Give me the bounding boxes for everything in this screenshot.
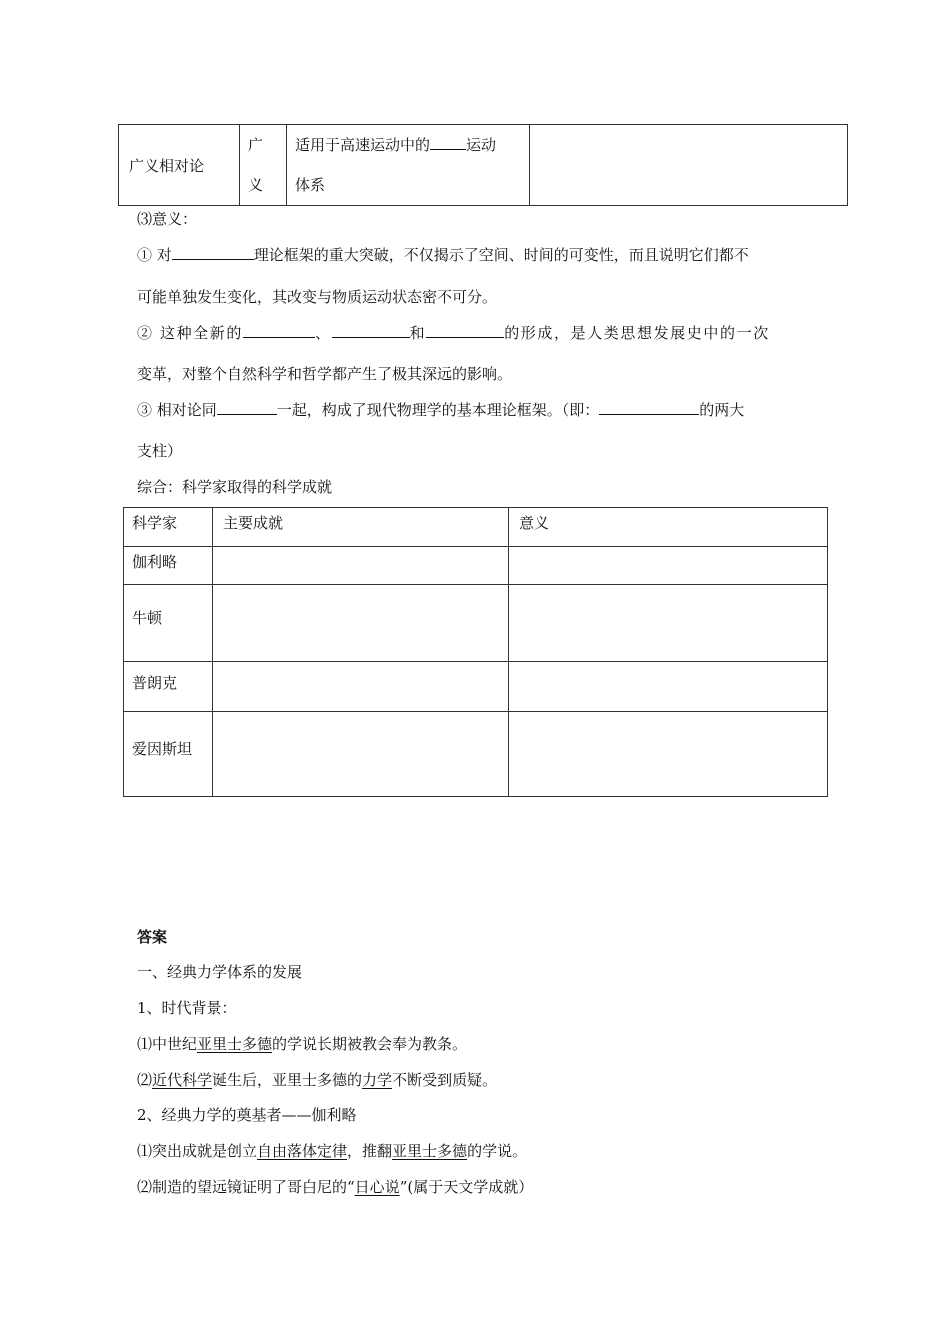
item3-blank-2[interactable] <box>599 400 699 415</box>
applicability-cell <box>287 125 530 206</box>
significance-item-3-line-2: 支柱） <box>137 442 183 460</box>
scientists-table <box>123 507 828 797</box>
significance-cell[interactable] <box>509 712 828 797</box>
applicability-text-a: 适用于高速运动中的 <box>295 136 431 154</box>
answer-b2: ⑵制造的望远镜证明了哥白尼的“日心说”(属于天文学成就） <box>137 1178 534 1196</box>
item2-blank-1[interactable] <box>243 323 315 338</box>
answer-a2: ⑵近代科学诞生后，亚里士多德的力学不断受到质疑。 <box>137 1071 498 1089</box>
scope-cell <box>240 125 287 206</box>
scientist-name: 伽利略 <box>132 553 178 571</box>
scientist-name: 普朗克 <box>132 674 178 692</box>
scope-line-2: 义 <box>248 176 264 194</box>
scope-line-1: 广 <box>248 136 264 154</box>
achievement-cell[interactable] <box>213 712 509 797</box>
item1-blank[interactable] <box>172 245 254 260</box>
answers-title: 答案 <box>137 928 168 946</box>
table-row <box>124 547 828 585</box>
theory-name: 广义相对论 <box>129 156 205 175</box>
item2-blank-3[interactable] <box>426 323 504 338</box>
significance-item-1-line-2: 可能单独发生变化，其改变与物质运动状态密不可分。 <box>137 288 498 306</box>
significance-item-2: ② 这种全新的 、 和 的形成，是人类思想发展史中的一次 <box>137 324 770 342</box>
table-row <box>124 585 828 662</box>
scientist-name: 牛顿 <box>132 609 163 627</box>
theory-name-cell <box>119 125 240 206</box>
significance-cell[interactable] <box>509 662 828 712</box>
summary-heading: 综合：科学家取得的科学成就 <box>137 478 333 496</box>
header-achievement: 主要成就 <box>223 514 284 532</box>
header-significance: 意义 <box>519 514 550 532</box>
empty-cell <box>530 125 848 206</box>
table-row <box>124 662 828 712</box>
scientist-name: 爱因斯坦 <box>132 740 193 758</box>
answer-a1: ⑴中世纪亚里士多德的学说长期被教会奉为教条。 <box>137 1035 468 1053</box>
significance-cell[interactable] <box>509 547 828 585</box>
significance-cell[interactable] <box>509 585 828 662</box>
achievement-cell[interactable] <box>213 547 509 585</box>
header-scientist: 科学家 <box>132 514 178 532</box>
answers-sub-1: 1、时代背景： <box>137 999 237 1017</box>
significance-item-1: ① 对 理论框架的重大突破，不仅揭示了空间、时间的可变性，而且说明它们都不 <box>137 246 749 264</box>
answer-b1: ⑴突出成就是创立自由落体定律，推翻亚里士多德的学说。 <box>137 1142 528 1160</box>
applicability-text-b: 运动 <box>466 136 497 154</box>
applicability-blank[interactable] <box>430 135 466 150</box>
applicability-line-2: 体系 <box>295 176 326 194</box>
item2-blank-2[interactable] <box>332 323 410 338</box>
table-row <box>124 712 828 797</box>
significance-item-3: ③ 相对论同 一起，构成了现代物理学的基本理论框架。（即： 的两大 <box>137 401 745 419</box>
achievement-cell[interactable] <box>213 585 509 662</box>
item3-blank-1[interactable] <box>217 400 277 415</box>
significance-item-2-line-2: 变革，对整个自然科学和哲学都产生了极其深远的影响。 <box>137 365 513 383</box>
relativity-table <box>118 124 848 206</box>
significance-heading: ⑶意义： <box>137 210 198 228</box>
answers-section-1: 一、经典力学体系的发展 <box>137 963 303 981</box>
achievement-cell[interactable] <box>213 662 509 712</box>
answers-sub-2: 2、经典力学的奠基者——伽利略 <box>137 1106 357 1124</box>
table-header-row <box>124 508 828 547</box>
